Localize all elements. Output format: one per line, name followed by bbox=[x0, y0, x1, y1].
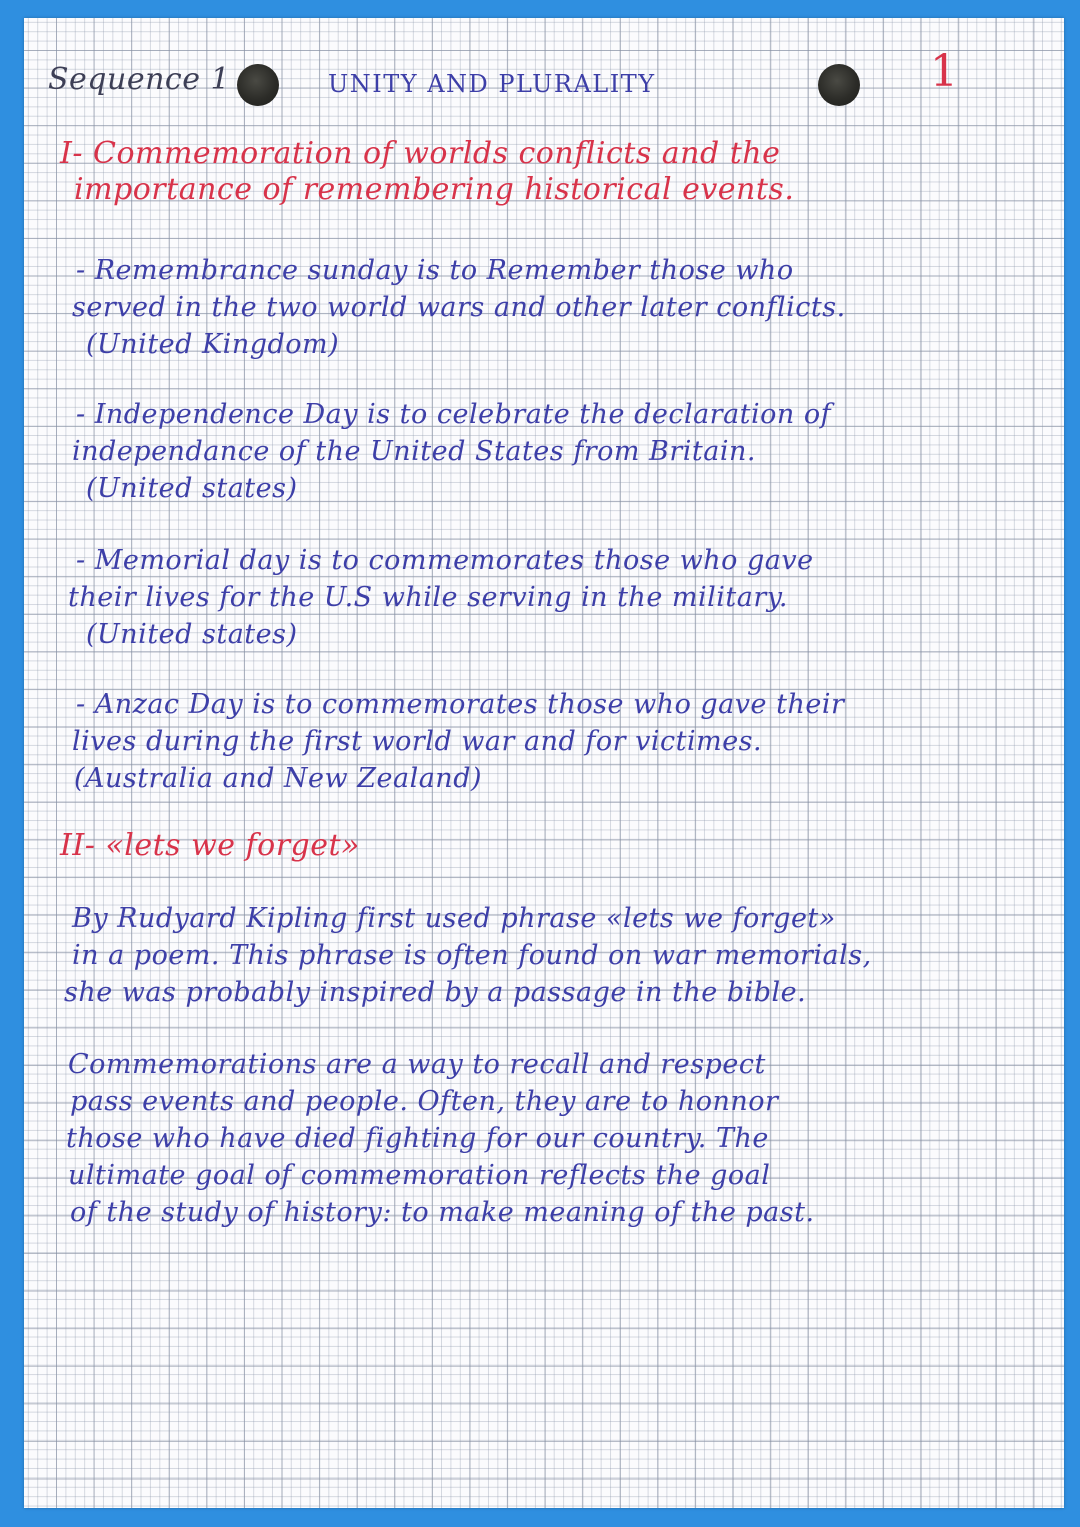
commemoration-para-line4: ultimate goal of commemoration reflects the goal bbox=[68, 1160, 771, 1191]
commemoration-para-line2: pass events and people. Often, they are to honnor bbox=[70, 1086, 779, 1117]
item-memorial-country: (United states) bbox=[86, 619, 298, 650]
section1-heading-line2: importance of remembering historical events. bbox=[74, 172, 795, 207]
item-independence-line2: independance of the United States from Britain. bbox=[72, 436, 756, 467]
item-anzac-line1: - Anzac Day is to commemorates those who gave their bbox=[76, 689, 845, 720]
page-title: UNITY AND PLURALITY bbox=[328, 70, 656, 98]
item-memorial-line2: their lives for the U.S while serving in the military. bbox=[68, 582, 788, 613]
item-remembrance-country: (United Kingdom) bbox=[86, 329, 340, 360]
binder-hole-left bbox=[237, 64, 279, 106]
binder-hole-right bbox=[818, 64, 860, 106]
section1-heading-line1: I- Commemoration of worlds conflicts and the bbox=[60, 136, 781, 171]
item-anzac-country: (Australia and New Zealand) bbox=[74, 763, 483, 794]
item-anzac-line2: lives during the first world war and for victimes. bbox=[72, 726, 763, 757]
section2-heading: II- «lets we forget» bbox=[60, 828, 360, 863]
item-independence-line1: - Independence Day is to celebrate the declaration of bbox=[76, 399, 832, 430]
item-remembrance-line2: served in the two world wars and other later conflicts. bbox=[72, 292, 846, 323]
commemoration-para-line1: Commemorations are a way to recall and respect bbox=[68, 1049, 766, 1080]
commemoration-para-line5: of the study of history: to make meaning of the past. bbox=[70, 1197, 815, 1228]
commemoration-para-line3: those who have died fighting for our country. The bbox=[66, 1123, 769, 1154]
sequence-label: Sequence 1 bbox=[48, 62, 231, 97]
page-number: 1 bbox=[930, 46, 959, 97]
item-remembrance-line1 bbox=[76, 252, 794, 289]
item-independence-country: (United states) bbox=[86, 473, 298, 504]
kipling-para-line2: in a poem. This phrase is often found on war memorials, bbox=[72, 940, 872, 971]
item-remembrance-text1: - Remembrance sunday is to Remember those who bbox=[76, 255, 794, 286]
kipling-para-line3: she was probably inspired by a passage in the bible. bbox=[64, 977, 807, 1008]
item-memorial-line1: - Memorial day is to commemorates those who gave bbox=[76, 545, 814, 576]
kipling-para-line1: By Rudyard Kipling first used phrase «lets we forget» bbox=[72, 903, 836, 934]
